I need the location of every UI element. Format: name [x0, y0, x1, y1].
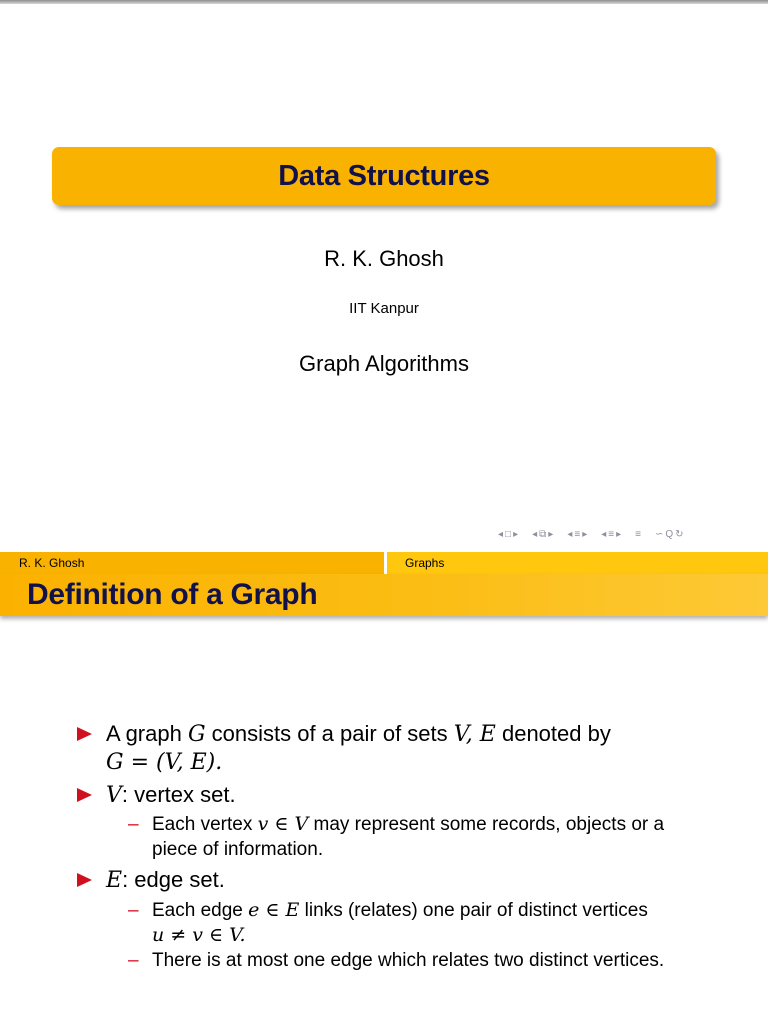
nav-section-icon[interactable]: ≡ [608, 529, 615, 540]
nav-next-subsection-icon[interactable]: ▸ [582, 529, 588, 540]
item-2-text: : vertex set. [121, 782, 236, 807]
nav-next-slide-icon[interactable]: ▸ [548, 529, 554, 540]
item-3-text: : edge set. [122, 867, 225, 892]
title-box [52, 147, 716, 205]
math-G: G [187, 722, 206, 747]
bullet-item-3 [106, 865, 716, 895]
nav-prev-frame-icon[interactable]: ◂ [498, 529, 504, 540]
institute-name: IIT Kanpur [349, 300, 419, 317]
item-1-text-b: consists of a pair of sets [205, 721, 454, 746]
nav-search-icon[interactable]: Q [665, 529, 674, 540]
nav-prev-slide-icon[interactable]: ◂ [532, 529, 538, 540]
item-1-text-a: A graph [106, 721, 188, 746]
title-slide [0, 4, 768, 552]
nav-next-section-icon[interactable]: ▸ [616, 529, 622, 540]
sub-bullet-dash: – [128, 900, 139, 921]
presentation-subtitle: Graph Algorithms [299, 351, 469, 376]
headline-author: R. K. Ghosh [0, 552, 384, 574]
math-e-in-E: e ∈ E [248, 899, 300, 921]
sub-item-3-2: There is at most one edge which relates two distinct vertices. [152, 950, 665, 971]
sub-item-2-1 [152, 812, 712, 862]
nav-forward-icon[interactable]: ↻ [675, 529, 684, 540]
sub-item-2-1-text-b: may represent some records, objects or a piece of information. [152, 814, 665, 860]
frame-title-bar [0, 574, 768, 616]
item-1-formula: G = (V, E). [106, 750, 223, 775]
nav-prev-section-icon[interactable]: ◂ [601, 529, 607, 540]
nav-frame-icon[interactable]: □ [505, 529, 512, 540]
nav-next-frame-icon[interactable]: ▸ [513, 529, 519, 540]
sub-item-3-1-text-a: Each edge [152, 900, 249, 921]
sub-item-3-1 [152, 898, 712, 923]
nav-prev-subsection-icon[interactable]: ◂ [567, 529, 573, 540]
sub-bullet-dash: – [128, 814, 139, 835]
headline-section: Graphs [387, 552, 768, 574]
bullet-triangle-icon [77, 788, 92, 802]
nav-slide-icon[interactable]: ⧉ [539, 529, 547, 540]
math-v-in-V: v ∈ V [257, 813, 309, 835]
math-E: E [106, 868, 123, 893]
navigation-bar [498, 528, 684, 542]
sub-item-2-1-text-a: Each vertex [152, 814, 258, 835]
presentation-title: Data Structures [278, 159, 490, 192]
nav-back-icon[interactable]: ∽ [654, 529, 664, 540]
item-1-text-c: denoted by [495, 721, 611, 746]
math-V: V [106, 783, 122, 808]
bullet-item-1 [106, 719, 716, 749]
headline-bar [0, 552, 768, 574]
author-name: R. K. Ghosh [324, 246, 444, 271]
bullet-item-2 [106, 780, 716, 810]
math-V-E: V, E [453, 722, 496, 747]
nav-subsection-icon[interactable]: ≡ [574, 529, 581, 540]
bullet-triangle-icon [77, 727, 92, 741]
sub-item-3-1-formula: u ≠ v ∈ V. [152, 924, 246, 946]
bullet-triangle-icon [77, 873, 92, 887]
frame-title: Definition of a Graph [27, 578, 318, 611]
sub-item-3-1-text-b: links (relates) one pair of distinct vertices [299, 900, 648, 921]
frame-body [0, 616, 768, 1024]
sub-bullet-dash: – [128, 950, 139, 971]
nav-document-icon[interactable]: ≡ [635, 529, 641, 540]
